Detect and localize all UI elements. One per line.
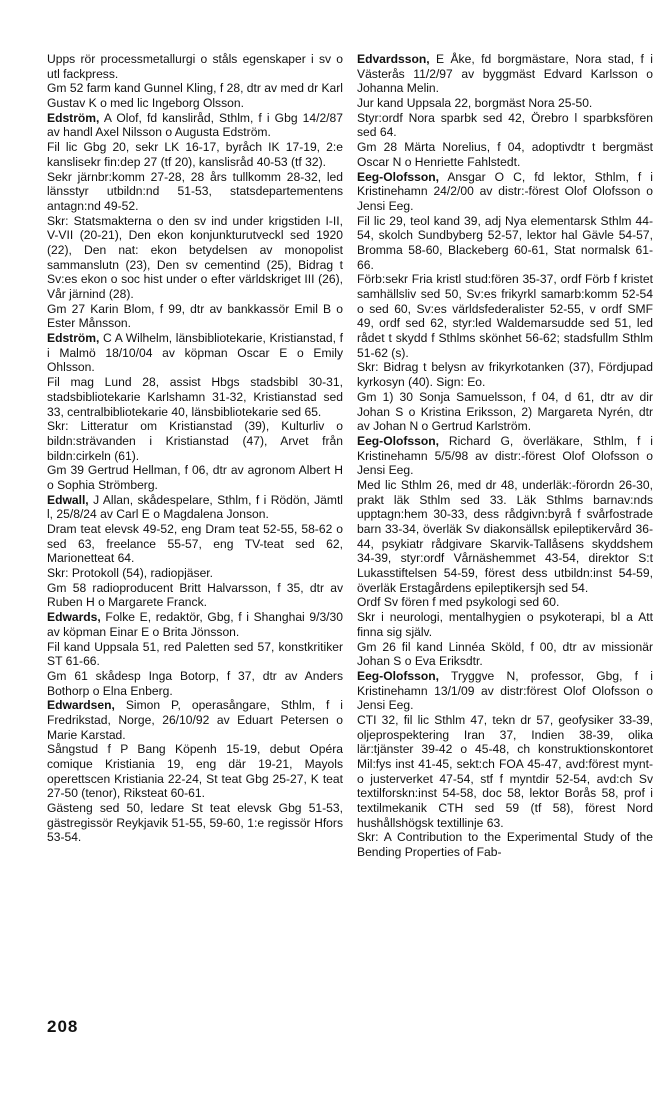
entry-paragraph: Skr i neurologi, mentalhygien o psykoterapi, bl a Att finna sig själv.: [357, 610, 653, 639]
entry-paragraph: Skr: Litteratur om Kristianstad (39), Kulturliv o bildn:strävanden i Kristianstad (47), Arvet från bildn:cirkeln (61).: [47, 419, 343, 463]
biography-entry: [357, 669, 653, 860]
entry-paragraph: Skr: A Contribution to the Experimental Study of the Bending Properties of Fab-: [357, 830, 653, 860]
entry-paragraph: Ordf Sv fören f med psykologi sed 60.: [357, 595, 560, 610]
entry-paragraph: Skr: Bidrag t belysn av frikyrkotanken (37), Fördjupad kyrkosyn (40). Sign: Eo.: [357, 360, 653, 390]
entry-heading: [47, 493, 343, 522]
entry-intro: Ansgar O C, fd lektor, Sthlm, f i Kristinehamn 24/2/00 av distr:-förest Olof Olofsson o Jensi Eeg.: [357, 169, 653, 213]
biography-entry: [357, 170, 653, 434]
right-column: [357, 52, 653, 860]
entry-intro: Folke E, redaktör, Gbg, f i Shanghai 9/3/30 av köpman Einar E o Brita Jönsson.: [47, 610, 343, 639]
entry-paragraph: CTI 32, fil lic Sthlm 47, tekn dr 57, geofysiker 33-39, oljeprospektering Iran 37, Indien 38-39, olika lär:tjänster 39-42 o 45-48, ch konstruktionskontoret Mil:fys inst 41-45, sekt:ch FOA 45-47, avd:förest mynt- o justerverket 47-54, stf f myntdir 52-54, avd:ch Sv textilforskn:inst 54-58, doc 58, lektor Borås 58, prof i textilmekanik CTH sed 59 (tf 58), förest Nord hushållshögsk textillinje 63.: [357, 712, 653, 830]
entry-paragraph: Fil lic 29, teol kand 39, adj Nya elementarsk Sthlm 44-54, skolch Sundbyberg 52-57, lektor hal Gävle 54-57, Bromma 58-60, Blackeberg 60-61, Stat normalsk 61-66.: [357, 213, 653, 272]
biography-entry: [47, 698, 343, 845]
entry-paragraph: Med lic Sthlm 26, med dr 48, underläk:-förordn 26-30, prakt läk Sthlm sed 33. Läk Sthlms barnav:nds upptagn:hem 30-33, dess rådgivn:byrå f svårfostrade barn 33-34, överläk Sv diakonsällsk epileptikervård 36-44, psykiatr rådgivare Skarvik-Tallåsens skyddshem 34-39, styr:ordf Vårnäshemmet 43-54, direktor S:t Lukasstiftelsen 54-59, förest dess utbildn:inst 54-59, överläk Erstagårdens epileptikersjh sed 54.: [357, 477, 653, 595]
entry-intro: J Allan, skådespelare, Sthlm, f i Rödön, Jämtl l, 25/8/24 av Carl E o Magdalena Jonson.: [47, 492, 343, 522]
biography-entry: [47, 610, 343, 698]
entry-paragraph: Fil lic Gbg 20, sekr LK 16-17, byråch IK 17-19, 2:e kanslisekr fin:dep 27 (tf 20), kanslisråd 40-53 (tf 32).: [47, 140, 343, 169]
left-column: [47, 52, 343, 845]
entry-paragraph: Fil mag Lund 28, assist Hbgs stadsbibl 30-31, stadsbibliotekarie Karlshamn 31-32, Kristianstad sed 33, centralbibliotekarie 40, länsbibliotekarie sed 65.: [47, 375, 343, 419]
entry-surname: Eeg-Olofsson,: [357, 668, 439, 683]
entry-paragraph: Gm 39 Gertrud Hellman, f 06, dtr av agronom Albert H o Sophia Strömberg.: [47, 463, 343, 492]
entry-paragraph: Dram teat elevsk 49-52, eng Dram teat 52-55, 58-62 o sed 63, freelance 55-57, eng TV-teat sed 62, Marionetteat 64.: [47, 522, 343, 566]
entry-heading: [357, 434, 653, 478]
entry-paragraph: Skr: Protokoll (54), radiopjäser.: [47, 566, 214, 581]
entry-heading: [357, 170, 653, 214]
entry-paragraph: Gm 28 Märta Norelius, f 04, adoptivdtr t bergmäst Oscar N o Henriette Fahlstedt.: [357, 140, 653, 169]
entry-surname: Edström,: [47, 331, 100, 346]
entry-paragraph: Sekr järnbr:komm 27-28, 28 års tullkomm 28-32, led länsstyr utbildn:nd 51-53, statsdepartementens antagn:nd 49-52.: [47, 169, 343, 213]
entry-surname: Eeg-Olofsson,: [357, 433, 439, 448]
entry-heading: [357, 669, 653, 713]
biography-entry: [357, 52, 653, 170]
entry-intro: E Åke, fd borgmästare, Nora stad, f i Västerås 11/2/97 av byggmäst Edvard Karlsson o Johanna Melin.: [357, 52, 653, 96]
entry-paragraph: Gm 52 farm kand Gunnel Kling, f 28, dtr av med dr Karl Gustav K o med lic Ingeborg Olsson.: [47, 81, 343, 111]
entry-surname: Eeg-Olofsson,: [357, 169, 439, 184]
entry-paragraph: Gm 26 fil kand Linnéa Sköld, f 00, dtr av missionär Johan S o Eva Eriksdtr.: [357, 639, 653, 669]
biography-entry: [47, 493, 343, 611]
entry-paragraph: Sångstud f P Bang Köpenh 15-19, debut Opéra comique Kristiania 19, eng där 19-21, Mayols operettscen Kristiania 22-24, St teat Gbg 25-27, K teat 27-50 (tenor), Riksteat 60-61.: [47, 742, 343, 801]
entry-intro: Simon P, operasångare, Sthlm, f i Fredrikstad, Norge, 26/10/92 av Eduart Petersen o Marie Karstad.: [47, 698, 343, 742]
entry-heading: [47, 331, 343, 375]
entry-heading: [47, 610, 343, 639]
biography-entry: [357, 434, 653, 669]
entry-intro: C A Wilhelm, länsbibliotekarie, Kristianstad, f i Malmö 18/10/04 av köpman Oscar E o Emily Ohlsson.: [47, 331, 343, 375]
entry-paragraph: Gm 1) 30 Sonja Samuelsson, f 04, d 61, dtr av dir Johan S o Kristina Eriksson, 2) Margareta Nyrén, dtr av Johan N o Gertrud Karlström.: [357, 389, 653, 434]
entry-surname: Edwardsen,: [47, 698, 115, 713]
entry-heading: [47, 698, 343, 742]
entry-paragraph: Gm 61 skådesp Inga Botorp, f 37, dtr av Anders Bothorp o Elna Enberg.: [47, 668, 343, 698]
entry-surname: Edström,: [47, 110, 100, 125]
entry-paragraph: Fil kand Uppsala 51, red Paletten sed 57, konstkritiker ST 61-66.: [47, 639, 343, 669]
entry-paragraph: Upps rör processmetallurgi o ståls egenskaper i sv o utl fackpress.: [47, 52, 343, 81]
entry-paragraph: Jur kand Uppsala 22, borgmäst Nora 25-50.: [357, 96, 593, 111]
entry-paragraph: Gm 58 radioproducent Britt Halvarsson, f 35, dtr av Ruben H o Margarete Franck.: [47, 580, 343, 610]
entry-intro: Richard G, överläkare, Sthlm, f i Kristinehamn 5/5/98 av distr:-förest Olof Olofsson o Jensi Eeg.: [357, 433, 653, 478]
entry-intro: A Olof, fd kansliråd, Sthlm, f i Gbg 14/2/87 av handl Axel Nilsson o Augusta Edström.: [47, 110, 343, 140]
entry-paragraph: Styr:ordf Nora sparbk sed 42, Örebro l sparbksfören sed 64.: [357, 110, 653, 140]
page-number: 208: [47, 1017, 79, 1036]
entry-surname: Edvardsson,: [357, 52, 430, 66]
entry-paragraph: Gm 27 Karin Blom, f 99, dtr av bankkassör Emil B o Ester Månsson.: [47, 301, 343, 331]
biography-entry: [47, 52, 343, 111]
biography-entry: [47, 331, 343, 493]
entry-intro: Tryggve N, professor, Gbg, f i Kristinehamn 13/1/09 av distr:förest Olof Olofsson o Jensi Eeg.: [357, 668, 653, 713]
entry-surname: Edwards,: [47, 610, 101, 625]
entry-heading: [47, 111, 343, 140]
entry-paragraph: Skr: Statsmakterna o den sv ind under krigstiden I-II, V-VII (20-21), Den ekon konjunkturutveckl sed 1920 (22), Den nat: ekon betydelsen av monopolist sammanslutn (23), Den sv cementind (25), Bidrag t Sv:es ekon o soc hist under o efter världskriget III (26), Vår järnind (28).: [47, 213, 343, 301]
entry-heading: [357, 52, 653, 96]
entry-surname: Edwall,: [47, 492, 89, 507]
entry-paragraph: Gästeng sed 50, ledare St teat elevsk Gbg 51-53, gästregissör Reykjavik 51-55, 59-60, 1:e regissör Hfors 53-54.: [47, 801, 343, 845]
biography-entry: [47, 111, 343, 331]
entry-paragraph: Förb:sekr Fria kristl stud:fören 35-37, ordf Förb f kristet samhällsliv sed 50, Sv:es frikyrkl samarb:komm 52-54 o sed 60, Sv:es världsfederalister 52-55, v ordf SMF 49, ordf sed 62, styr:led Waldemarsudde sed 51, led rådet t skydd f Sthlms skönhet 56-62; stadsfullm Sthlm 51-62 (s).: [357, 272, 653, 360]
